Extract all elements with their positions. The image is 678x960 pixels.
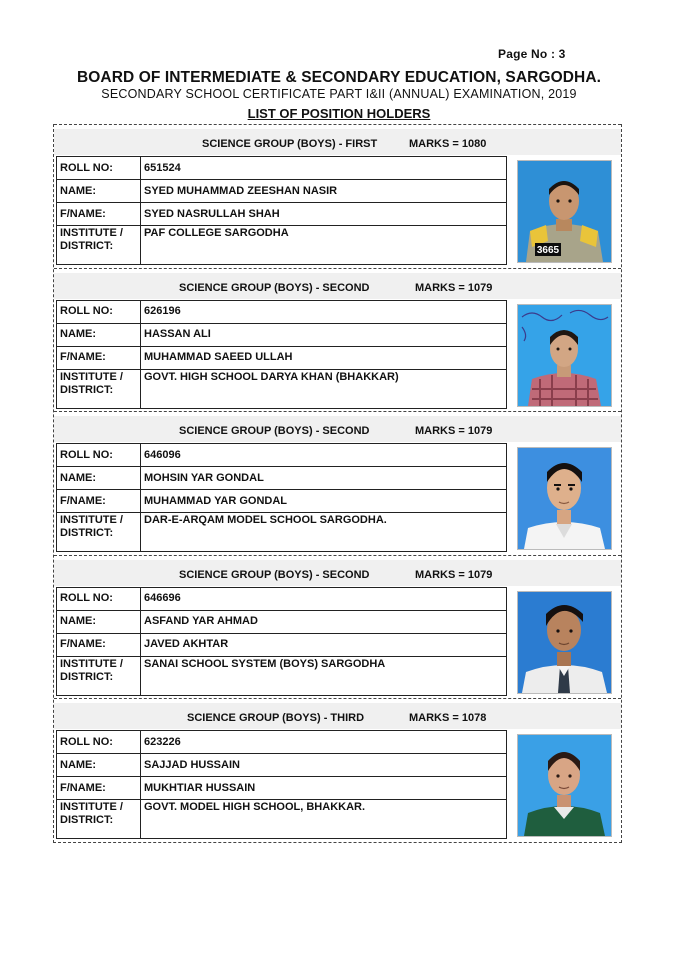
position-holder-card (54, 555, 621, 699)
photo-tag: 3665 (536, 245, 560, 256)
student-photo (517, 591, 612, 694)
position-holder-card (54, 268, 621, 412)
roll-no-label: ROLL NO: (57, 157, 141, 180)
exam-title: SECONDARY SCHOOL CERTIFICATE PART I&II (ANNUAL) EXAMINATION, 2019 (101, 87, 577, 101)
card-header (54, 273, 621, 299)
father-name-label: F/NAME: (57, 346, 141, 369)
card-header (54, 560, 621, 586)
group-label: SCIENCE GROUP (BOYS) - THIRD (187, 712, 365, 724)
holder-info-table (56, 300, 507, 409)
institute-district-label (57, 513, 141, 552)
marks-label: MARKS = 1080 (409, 138, 487, 150)
institute-value: SANAI SCHOOL SYSTEM (BOYS) SARGODHA (141, 656, 507, 695)
position-holder-card (54, 411, 621, 555)
institute-label: INSTITUTE / (60, 801, 123, 813)
institute-district-label (57, 226, 141, 265)
group-label: SCIENCE GROUP (BOYS) - SECOND (179, 281, 370, 294)
position-holder-card (54, 124, 621, 268)
institute-value: PAF COLLEGE SARGODHA (141, 226, 507, 265)
institute-district-label (57, 369, 141, 408)
roll-no-value: 651524 (141, 157, 507, 180)
card-header (54, 129, 621, 155)
marks-label: MARKS = 1078 (409, 712, 487, 724)
holder-info-table (56, 730, 507, 839)
holder-info-table (56, 156, 507, 265)
father-name-value: SYED NASRULLAH SHAH (141, 203, 507, 226)
institute-district-label (57, 800, 141, 839)
roll-no-value: 623226 (141, 731, 507, 754)
list-title (0, 106, 678, 121)
district-label: DISTRICT: (60, 814, 114, 826)
name-value: ASFAND YAR AHMAD (141, 610, 507, 633)
roll-no-label: ROLL NO: (57, 587, 141, 610)
institute-label: INSTITUTE / (60, 370, 123, 383)
district-label: DISTRICT: (60, 527, 114, 539)
name-label: NAME: (57, 180, 141, 203)
student-photo (517, 160, 612, 263)
father-name-label: F/NAME: (57, 490, 141, 513)
institute-label: INSTITUTE / (60, 514, 123, 526)
group-label: SCIENCE GROUP (BOYS) - FIRST (202, 138, 378, 150)
father-name-value: MUHAMMAD SAEED ULLAH (141, 346, 507, 369)
student-photo (517, 447, 612, 550)
holder-info-table (56, 443, 507, 552)
marks-label: MARKS = 1079 (415, 568, 493, 581)
roll-no-label: ROLL NO: (57, 300, 141, 323)
name-label: NAME: (57, 754, 141, 777)
marks-label: MARKS = 1079 (415, 281, 493, 294)
father-name-label: F/NAME: (57, 633, 141, 656)
student-photo (517, 304, 612, 407)
district-label: DISTRICT: (60, 670, 114, 683)
institute-district-label (57, 656, 141, 695)
card-header (54, 416, 621, 442)
district-label: DISTRICT: (60, 240, 114, 252)
name-value: SAJJAD HUSSAIN (141, 754, 507, 777)
name-value: MOHSIN YAR GONDAL (141, 467, 507, 490)
roll-no-label: ROLL NO: (57, 444, 141, 467)
institute-label: INSTITUTE / (60, 657, 123, 670)
father-name-value: MUKHTIAR HUSSAIN (141, 777, 507, 800)
name-value: HASSAN ALI (141, 323, 507, 346)
institute-value: GOVT. MODEL HIGH SCHOOL, BHAKKAR. (141, 800, 507, 839)
institute-label: INSTITUTE / (60, 227, 123, 239)
card-header (54, 703, 621, 729)
group-label: SCIENCE GROUP (BOYS) - SECOND (179, 568, 370, 581)
roll-no-value: 646096 (141, 444, 507, 467)
group-label: SCIENCE GROUP (BOYS) - SECOND (179, 425, 370, 437)
father-name-label: F/NAME: (57, 203, 141, 226)
name-label: NAME: (57, 323, 141, 346)
roll-no-value: 646696 (141, 587, 507, 610)
roll-no-value: 626196 (141, 300, 507, 323)
district-label: DISTRICT: (60, 383, 114, 396)
position-holder-card (54, 698, 621, 842)
institute-value: DAR-E-ARQAM MODEL SCHOOL SARGODHA. (141, 513, 507, 552)
list-title-text: LIST OF POSITION HOLDERS (247, 106, 431, 121)
name-label: NAME: (57, 610, 141, 633)
page-number: Page No : 3 (498, 47, 566, 61)
institute-value: GOVT. HIGH SCHOOL DARYA KHAN (BHAKKAR) (141, 369, 507, 408)
father-name-value: MUHAMMAD YAR GONDAL (141, 490, 507, 513)
holder-info-table (56, 587, 507, 696)
father-name-value: JAVED AKHTAR (141, 633, 507, 656)
name-label: NAME: (57, 467, 141, 490)
position-holders-list (53, 124, 622, 843)
marks-label: MARKS = 1079 (415, 425, 493, 437)
board-title: BOARD OF INTERMEDIATE & SECONDARY EDUCATION, SARGODHA. (76, 69, 602, 86)
roll-no-label: ROLL NO: (57, 731, 141, 754)
student-photo (517, 734, 612, 837)
name-value: SYED MUHAMMAD ZEESHAN NASIR (141, 180, 507, 203)
father-name-label: F/NAME: (57, 777, 141, 800)
